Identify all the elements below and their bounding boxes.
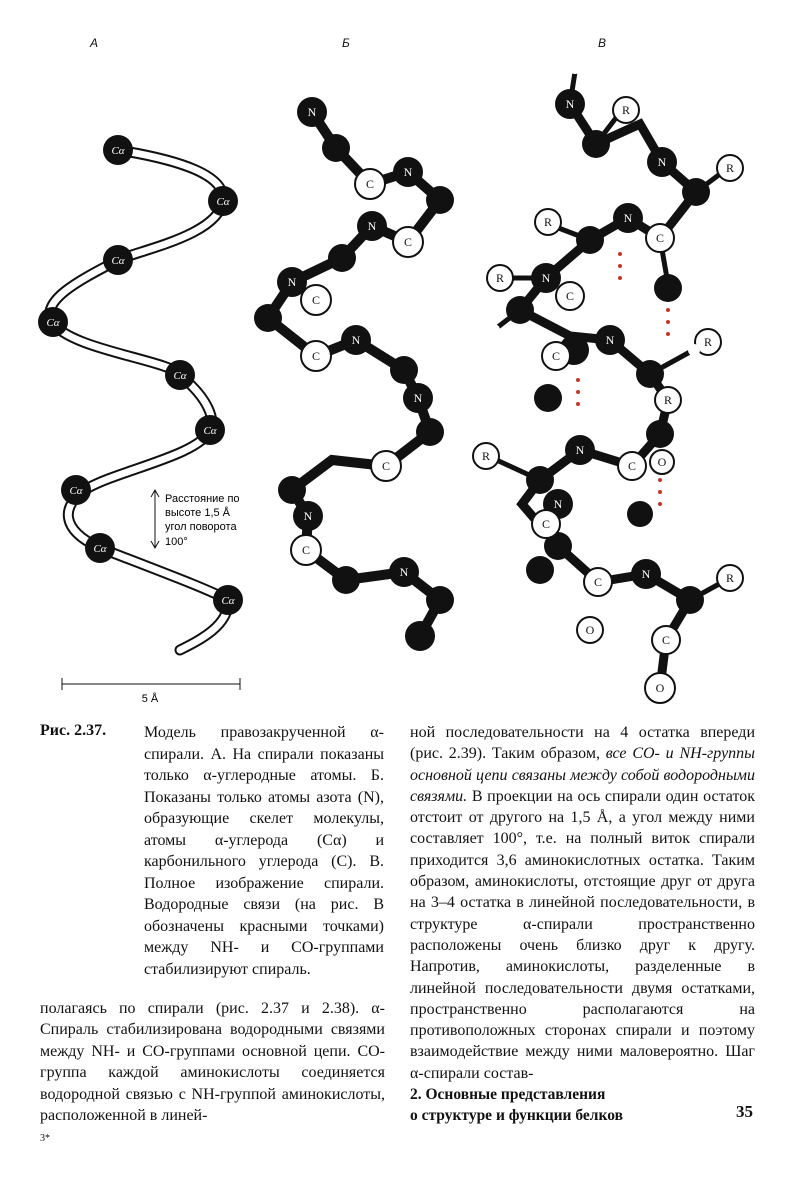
figure-caption: Модель правозакрученной α-спирали. А. На спирали показаны только α-углеродные атомы. Б. Показаны только атомы азота (N), образующие скелет молекулы, атомы α-углерода (Cα) и карбонильного углерода (C). В. Полное изображение спирали. Водородные связи (на рис. В обозначены красными точками) между NH- и CO-группами стабилизируют спираль. xyxy=(144,724,384,978)
atom-label: R xyxy=(725,571,735,585)
atom-label: R xyxy=(703,335,713,349)
panel-a-helix xyxy=(38,135,243,705)
panel-b-backbone xyxy=(254,97,454,651)
right-column-text xyxy=(410,722,755,1084)
atom-label: Cα xyxy=(111,255,125,267)
atom-label: C xyxy=(311,349,321,363)
annotation-line: 100° xyxy=(165,536,188,548)
atom-label: C xyxy=(301,543,311,557)
atom-label: N xyxy=(303,509,313,523)
atom-label: N xyxy=(623,211,633,225)
atom-label: N xyxy=(351,333,361,347)
section-title-line: о структуре и функции белков xyxy=(410,1107,623,1124)
atom-label: Cα xyxy=(173,370,187,382)
atom-label: Cα xyxy=(93,543,107,555)
atom-label: N xyxy=(413,391,423,405)
atom-label: C xyxy=(565,289,575,303)
atom-label: N xyxy=(565,97,575,111)
atom-label: Cα xyxy=(203,425,217,437)
atom-label: C xyxy=(311,293,321,307)
annotation-line: угол поворота xyxy=(165,521,237,533)
panel-c-full-helix xyxy=(473,62,743,703)
atom-label: N xyxy=(307,105,317,119)
atom-label: N xyxy=(287,275,297,289)
atom-label: N xyxy=(541,271,551,285)
atom-label: N xyxy=(367,219,377,233)
atom-label: C xyxy=(661,633,671,647)
atom-label: R xyxy=(481,449,491,463)
panel-label-c: В xyxy=(598,36,607,50)
atom-label: R xyxy=(543,215,553,229)
atom-label: C xyxy=(655,231,665,245)
atom-label: N xyxy=(553,497,563,511)
atom-label: N xyxy=(605,333,615,347)
atom-label: N xyxy=(575,443,585,457)
atom-label: Cα xyxy=(69,485,83,497)
page-number: 35 xyxy=(736,1102,753,1121)
atom-label: N xyxy=(641,567,651,581)
atom-label: Cα xyxy=(216,196,230,208)
figure-number: Рис. 2.37. xyxy=(40,722,107,739)
scale-label: 5 Å xyxy=(141,693,159,705)
atom-label: R xyxy=(725,161,735,175)
atom-label: N xyxy=(657,155,667,169)
atom-label: C xyxy=(403,235,413,249)
atom-label: C xyxy=(627,459,637,473)
atom-label: R xyxy=(663,393,673,407)
atom-label: Cα xyxy=(221,595,235,607)
atom-label: O xyxy=(585,623,595,637)
atom-label: C xyxy=(541,517,551,531)
atom-label: Cα xyxy=(111,145,125,157)
section-title-line: 2. Основные представления xyxy=(410,1086,606,1103)
annotation-line: высоте 1,5 Å xyxy=(165,507,231,519)
atom-label: C xyxy=(593,575,603,589)
atom-label: N xyxy=(399,565,409,579)
panel-label-a: А xyxy=(90,36,99,50)
atom-label: C xyxy=(551,349,561,363)
right-text-part2: В проекции на ось спирали один остаток отстоит от другого на 1,5 Å, а угол между ними составляет 100°, т.е. на полный виток спирали приходится 3,6 аминокислотных остатка. Таким образом, аминокислоты, отстоящие друг от друга на 3–4 остатка в линейной последовательности, в структуре α-спирали пространственно расположены очень близко друг к другу. Напротив, аминокислоты, разделенные в линейной последовательности двумя остатками, пространственно располагаются на противоположных сторонах спирали и поэтому взаимодействие между ними маловероятно. Шаг α-спирали состав- xyxy=(410,787,755,1082)
atom-label: C xyxy=(365,177,375,191)
annotation-line: Расстояние по xyxy=(165,493,240,505)
scale-bar xyxy=(62,678,240,705)
atom-label: O xyxy=(657,455,667,469)
right-text-italic: все CO- и NH-группы основной цепи связаны между собой водородными связями. xyxy=(410,745,756,805)
printer-signature: 3* xyxy=(40,1133,50,1144)
left-column-text: полагаясь по спирали (рис. 2.37 и 2.38). α-Спираль стабилизирована водородными связями между NH- и CO-группами основной цепи. CO-группа каждой аминокислоты соединяется водородной связью с NH-группой аминокислоты, расположенной в линей- xyxy=(40,1000,385,1125)
atom-label: R xyxy=(621,103,631,117)
section-title xyxy=(410,1084,623,1126)
rise-annotation xyxy=(151,490,240,548)
right-text-part1: ной последовательности на 4 остатка впереди (рис. 2.39). Таким образом, xyxy=(410,724,755,763)
atom-label: Cα xyxy=(46,317,60,329)
panel-label-b: Б xyxy=(342,36,350,50)
atom-label: C xyxy=(381,459,391,473)
atom-label: R xyxy=(495,271,505,285)
atom-label: O xyxy=(655,681,665,695)
atom-label: N xyxy=(403,165,413,179)
